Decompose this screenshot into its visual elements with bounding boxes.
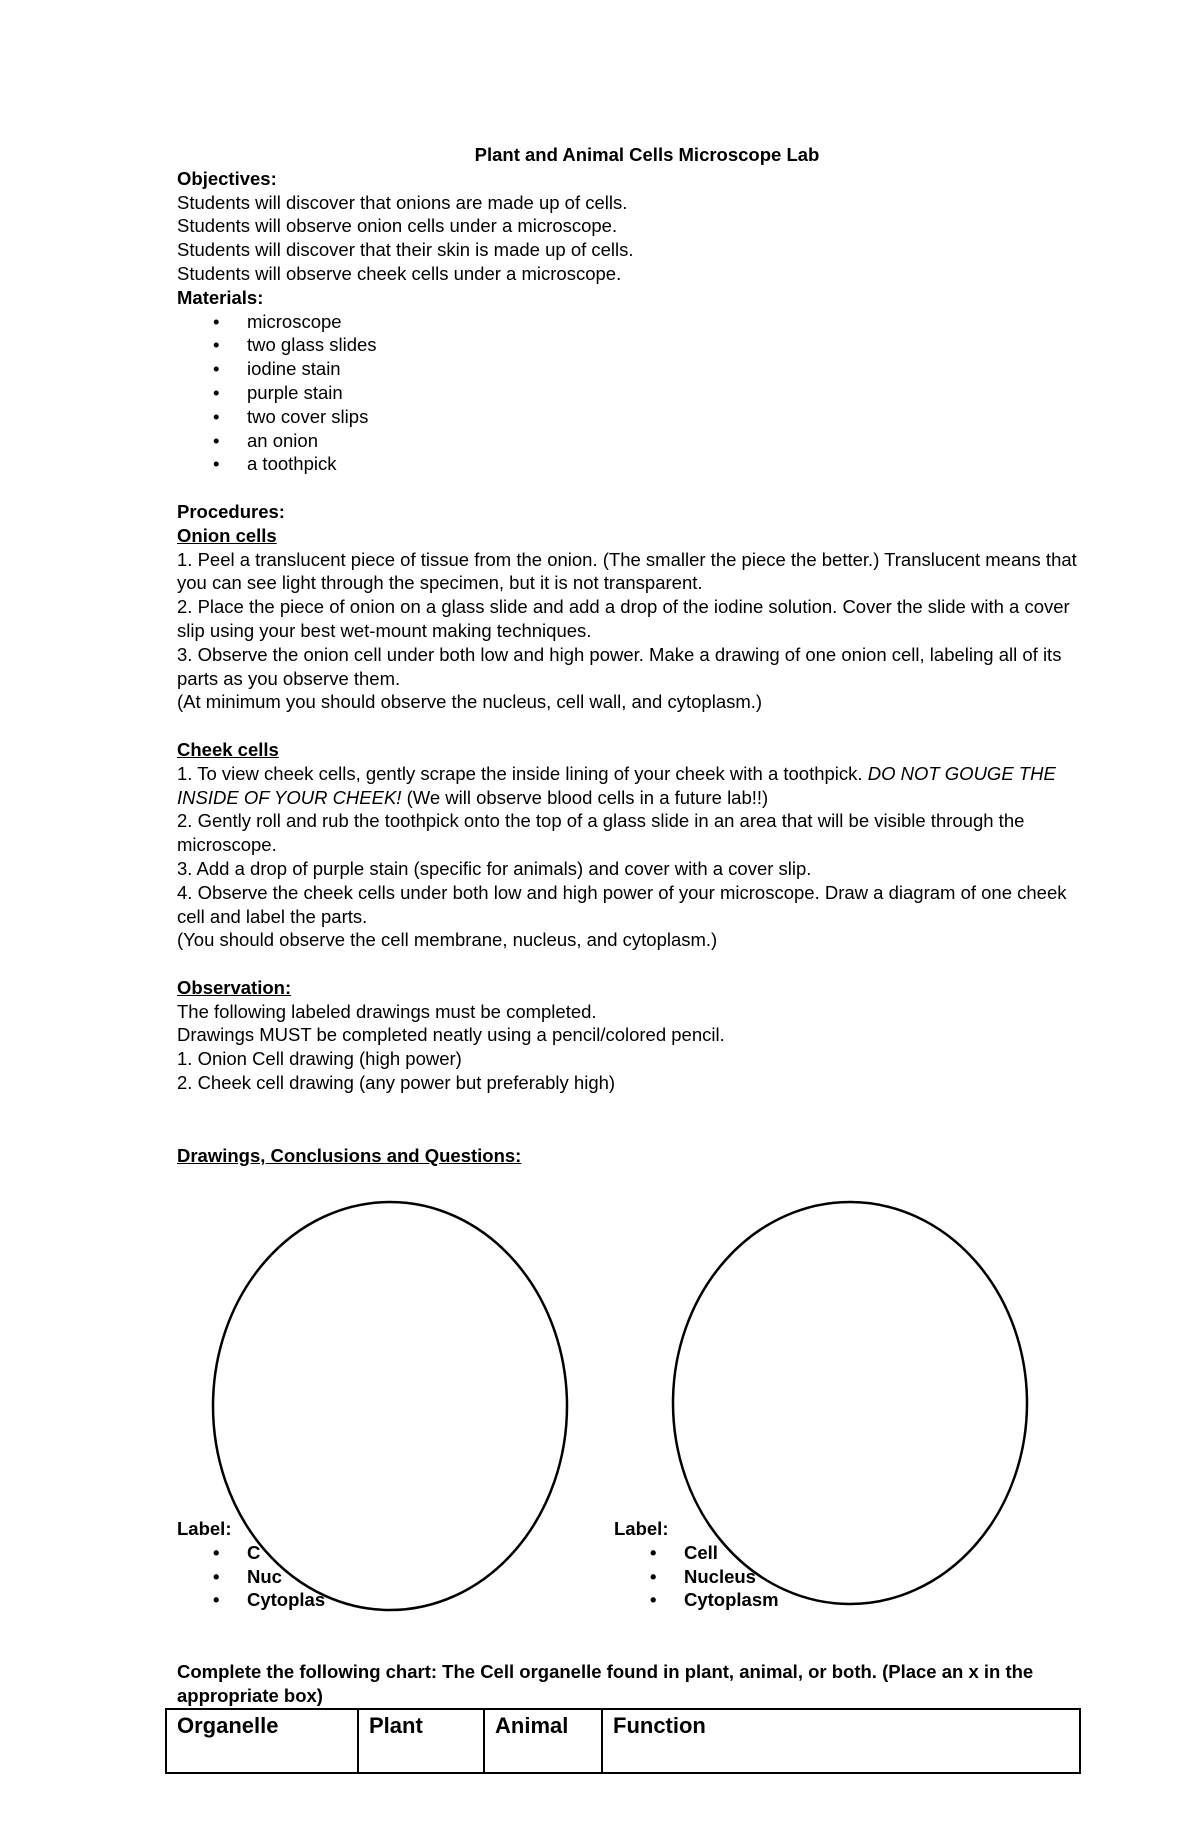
observation-heading: Observation:	[177, 976, 292, 998]
onion-label-item: • Cytoplas	[213, 1588, 325, 1612]
material-item: • purple stain	[213, 381, 1077, 405]
materials-heading: Materials:	[177, 286, 264, 308]
cheek-step: 3. Add a drop of purple stain (specific for animals) and cover with a cover slip.	[177, 857, 812, 879]
objective-line: Students will observe cheek cells under a microscope.	[177, 262, 622, 284]
cheek-warning: DO NOT GOUGE THE INSIDE OF YOUR CHEEK!	[177, 762, 1056, 808]
onion-label-item: • Nuc	[213, 1565, 325, 1589]
material-item: • iodine stain	[213, 357, 1077, 381]
objectives-heading: Objectives:	[177, 167, 277, 189]
onion-label-block	[177, 1517, 325, 1612]
objective-line: Students will discover that their skin is made up of cells.	[177, 239, 634, 261]
cheek-label-list	[614, 1541, 779, 1612]
cheek-label-heading: Label:	[614, 1518, 669, 1539]
cheek-label-block	[614, 1517, 779, 1612]
procedures-heading: Procedures:	[177, 500, 285, 522]
observation-line: 2. Cheek cell drawing (any power but preferably high)	[177, 1072, 616, 1094]
organelle-table	[165, 1708, 1081, 1774]
function-header: Function	[602, 1709, 1080, 1773]
material-item: • microscope	[213, 310, 1077, 334]
material-item: • two cover slips	[213, 405, 1077, 429]
cheek-label-item: • Cytoplasm	[650, 1588, 779, 1612]
cheek-step1-text: 1. To view cheek cells, gently scrape the inside lining of your cheek with a toothpick.	[177, 762, 868, 784]
material-item: • a toothpick	[213, 452, 1077, 476]
observation-line: Drawings MUST be completed neatly using a pencil/colored pencil.	[177, 1024, 725, 1046]
plant-header: Plant	[358, 1709, 484, 1773]
observation-line: The following labeled drawings must be completed.	[177, 1000, 597, 1022]
cheek-cells-heading: Cheek cells	[177, 738, 279, 760]
onion-step: 3. Observe the onion cell under both low and high power. Make a drawing of one onion cell, labeling all of its parts as you observe them.	[177, 643, 1062, 689]
table-header-row	[166, 1709, 1080, 1773]
cheek-step: 2. Gently roll and rub the toothpick onto the top of a glass slide in an area that will be visible through the microscope.	[177, 810, 1025, 856]
onion-label-heading: Label:	[177, 1518, 232, 1539]
cheek-note: (You should observe the cell membrane, nucleus, and cytoplasm.)	[177, 929, 718, 951]
worksheet-content	[177, 143, 1077, 1095]
cheek-step: 4. Observe the cheek cells under both low and high power of your microscope. Draw a diagram of one cheek cell and label the parts.	[177, 881, 1067, 927]
cheek-label-item: • Cell	[650, 1541, 779, 1565]
observation-line: 1. Onion Cell drawing (high power)	[177, 1048, 462, 1070]
drawings-heading: Drawings, Conclusions and Questions:	[177, 1145, 522, 1166]
cheek-step	[177, 762, 1077, 810]
onion-step: 1. Peel a translucent piece of tissue from the onion. (The smaller the piece the better.) Translucent means that you can see light through the specimen, but it is not transparent.	[177, 548, 1077, 594]
animal-header: Animal	[484, 1709, 602, 1773]
material-item: • an onion	[213, 429, 1077, 453]
chart-instruction: Complete the following chart: The Cell organelle found in plant, animal, or both. (Place an x in the appropriate box)	[177, 1661, 1034, 1706]
objective-line: Students will discover that onions are made up of cells.	[177, 191, 628, 213]
cheek-step1-end: (We will observe blood cells in a future lab!!)	[401, 786, 769, 808]
onion-step: 2. Place the piece of onion on a glass slide and add a drop of the iodine solution. Cover the slide with a cover slip using your best wet-mount making techniques.	[177, 596, 1070, 641]
onion-label-list	[177, 1541, 325, 1612]
page-title: Plant and Animal Cells Microscope Lab	[474, 144, 820, 165]
material-item: • two glass slides	[213, 333, 1077, 357]
materials-list	[177, 310, 1077, 477]
onion-cells-heading: Onion cells	[177, 524, 277, 546]
onion-label-item: • C	[213, 1541, 325, 1565]
objective-line: Students will observe onion cells under a microscope.	[177, 215, 618, 237]
onion-note: (At minimum you should observe the nucleus, cell wall, and cytoplasm.)	[177, 691, 763, 713]
organelle-header: Organelle	[166, 1709, 358, 1773]
cheek-label-item: • Nucleus	[650, 1565, 779, 1589]
